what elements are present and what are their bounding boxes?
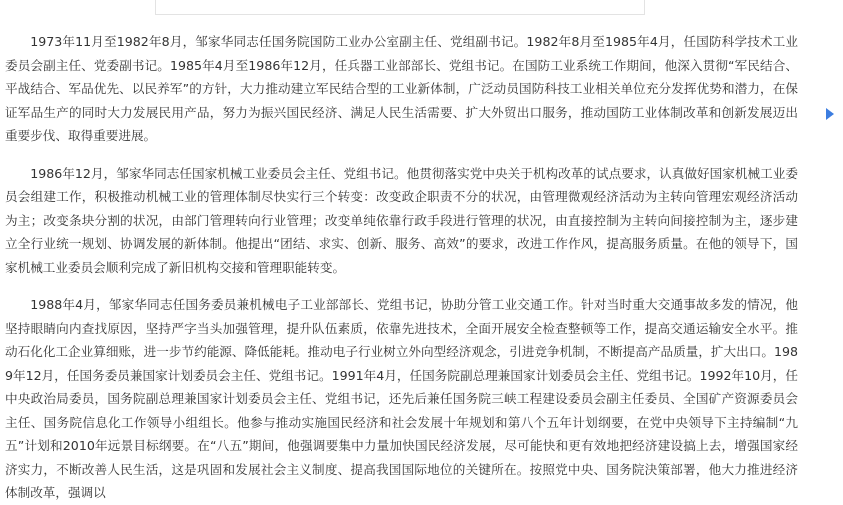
paragraph-1973-1986: 1973年11月至1982年8月，邹家华同志任国务院国防工业办公室副主任、党组副书记。1982年8月至1985年4月，任国防科学技术工业委员会副主任、党委副书记。1985年4月至1986年12月，任兵器工业部部长、党组书记。在国防工业系统工作期间，他深入贯彻“军民结合、平战结合、军品优先、以民养军”的方针，大力推动建立军民结合型的工业新体制，广泛动员国防科技工业相关单位充分发挥优势和潜力，在保证军品生产的同时大力发展民用产品，努力为振兴国民经济、满足人民生活需要、扩大外贸出口服务，推动国防工业体制改革和创新发展迈出重要步伐、取得重要进展。 bbox=[5, 34, 798, 143]
paragraph-1988: 1988年4月，邹家华同志任国务委员兼机械电子工业部部长、党组书记，协助分管工业交通工作。针对当时重大交通事故多发的情况，他坚持眼睛向内查找原因，坚持严字当头加强管理，提升队伍素质，依靠先进技术，全面开展安全检查整顿等工作，提高交通运输安全水平。推动石化化工企业算细账，进一步节约能源、降低能耗。推动电子行业树立外向型经济观念，引进竞争机制，不断提高产品质量，扩大出口。1989年12月，任国务委员兼国家计划委员会主任、党组书记。1991年4月，任国务院副总理兼国家计划委员会主任、党组书记。1992年10月，任中央政治局委员，国务院副总理兼国家计划委员会主任、党组书记，还先后兼任国务院三峡工程建设委员会副主任委员、全国矿产资源委员会主任、国务院信息化工作领导小组组长。他参与推动实施国民经济和社会发展十年规划和第八个五年计划纲要，在党中央领导下主持编制“九五”计划和2010年远景目标纲要。在“八五”期间，他强调要集中力量加快国民经济发展，尽可能快和更有效地把经济建设搞上去，增强国家经济实力，不断改善人民生活，这是巩固和发展社会主义制度、提高我国国际地位的关键所在。按照党中央、国务院決策部署，他大力推进经济体制改革，强调以 bbox=[5, 297, 798, 500]
paragraph-1986: 1986年12月，邹家华同志任国家机械工业委员会主任、党组书记。他贯彻落实党中央关于机构改革的试点要求，认真做好国家机械工业委员会组建工作，积极推动机械工业的管理体制尽快实行三个转变：改变政企职责不分的状况，由管理微观经济活动为主转向管理宏观经济活动为主；改变条块分割的状况，由部门管理转向行业管理；改变单纯依靠行政手段进行管理的状况，由直接控制为主转向间接控制为主，逐步建立全行业统一规划、协调发展的新体制。他提出“团结、求实、创新、服务、高效”的要求，改进工作作风，提高服务质量。在他的领导下，国家机械工业委员会顺利完成了新旧机构交接和管理职能转变。 bbox=[5, 165, 798, 275]
article-body bbox=[5, 30, 798, 505]
top-frame-box bbox=[155, 0, 645, 15]
triangle-right-icon[interactable] bbox=[826, 108, 834, 120]
